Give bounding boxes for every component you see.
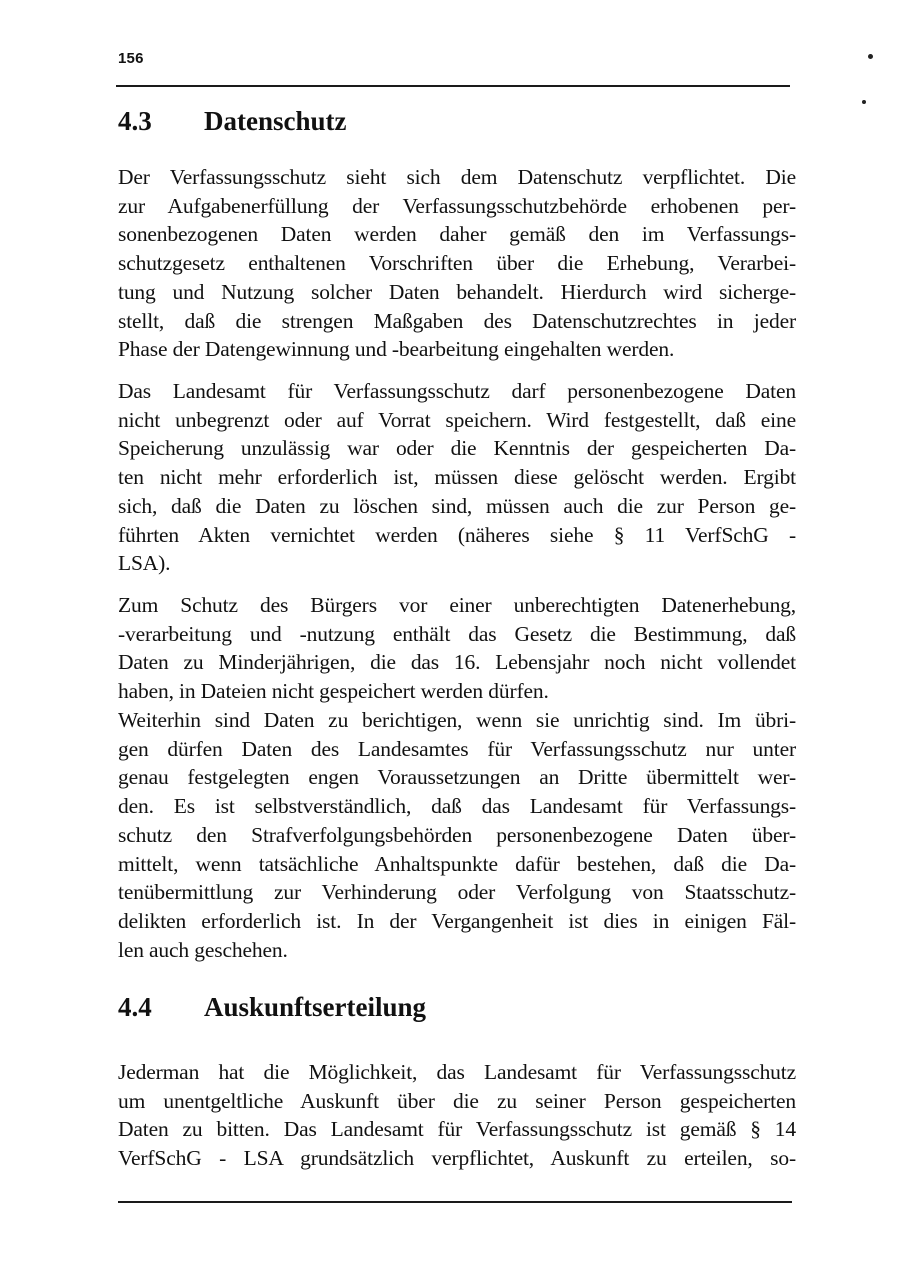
text-line: sich, daß die Daten zu löschen sind, müssen auch die zur Person ge- bbox=[118, 493, 796, 518]
text-line: VerfSchG - LSA grundsätzlich verpflichtet, Auskunft zu erteilen, so- bbox=[118, 1146, 796, 1171]
paragraph-datenschutz-4 bbox=[118, 706, 796, 964]
text-line: genau festgelegten engen Voraussetzungen an Dritte übermittelt wer- bbox=[118, 765, 796, 790]
text-line: Daten zu bitten. Das Landesamt für Verfassungsschutz ist gemäß § 14 bbox=[118, 1117, 796, 1142]
text-line: ten nicht mehr erforderlich ist, müssen diese gelöscht werden. Ergibt bbox=[118, 465, 796, 490]
text-line: tung und Nutzung solcher Daten behandelt. Hierdurch wird sicherge- bbox=[118, 279, 796, 304]
paragraph-datenschutz-1 bbox=[118, 163, 796, 364]
text-line: um unentgeltliche Auskunft über die zu seiner Person gespeicherten bbox=[118, 1088, 796, 1113]
text-line: sonenbezogenen Daten werden daher gemäß den im Verfassungs- bbox=[118, 222, 796, 247]
text-line: führten Akten vernichtet werden (näheres siehe § 11 VerfSchG - bbox=[118, 522, 796, 547]
scan-speck bbox=[868, 54, 873, 59]
text-line: tenübermittlung zur Verhinderung oder Verfolgung von Staatsschutz- bbox=[118, 880, 796, 905]
text-line: gen dürfen Daten des Landesamtes für Verfassungsschutz nur unter bbox=[118, 736, 796, 761]
text-line: -verarbeitung und -nutzung enthält das Gesetz die Bestimmung, daß bbox=[118, 621, 796, 646]
text-line: schutz den Strafverfolgungsbehörden personenbezogene Daten über- bbox=[118, 822, 796, 847]
text-line: stellt, daß die strengen Maßgaben des Datenschutzrechtes in jeder bbox=[118, 308, 796, 333]
text-line: Jederman hat die Möglichkeit, das Landesamt für Verfassungsschutz bbox=[118, 1060, 796, 1084]
footer-rule bbox=[118, 1201, 792, 1203]
section-heading-4-4 bbox=[118, 994, 426, 1021]
section-number: 4.4 bbox=[118, 992, 152, 1022]
text-line: len auch geschehen. bbox=[118, 937, 288, 962]
text-line: delikten erforderlich ist. In der Vergangenheit ist dies in einigen Fäl- bbox=[118, 908, 796, 933]
text-line: Der Verfassungsschutz sieht sich dem Datenschutz verpflichtet. Die bbox=[118, 165, 796, 189]
text-line: haben, in Dateien nicht gespeichert werden dürfen. bbox=[118, 679, 549, 704]
text-line: Daten zu Minderjährigen, die das 16. Lebensjahr noch nicht vollendet bbox=[118, 650, 796, 675]
text-line: den. Es ist selbstverständlich, daß das Landesamt für Verfassungs- bbox=[118, 794, 796, 819]
scan-speck bbox=[862, 100, 866, 104]
section-number: 4.3 bbox=[118, 106, 152, 136]
section-heading-4-3 bbox=[118, 108, 347, 135]
paragraph-datenschutz-2 bbox=[118, 377, 796, 578]
header-rule bbox=[116, 85, 790, 87]
text-line: Phase der Datengewinnung und -bearbeitung eingehalten werden. bbox=[118, 337, 675, 362]
section-title: Datenschutz bbox=[204, 106, 347, 136]
paragraph-auskunft-1 bbox=[118, 1058, 796, 1173]
text-line: LSA). bbox=[118, 551, 171, 576]
section-title: Auskunftserteilung bbox=[204, 992, 427, 1022]
text-line: Das Landesamt für Verfassungsschutz darf personenbezogene Daten bbox=[118, 379, 796, 403]
text-line: nicht unbegrenzt oder auf Vorrat speichern. Wird festgestellt, daß eine bbox=[118, 407, 796, 432]
text-line: mittelt, wenn tatsächliche Anhaltspunkte dafür bestehen, daß die Da- bbox=[118, 851, 796, 876]
text-line: Zum Schutz des Bürgers vor einer unberechtigten Datenerhebung, bbox=[118, 593, 796, 617]
text-line: Speicherung unzulässig war oder die Kenntnis der gespeicherten Da- bbox=[118, 436, 796, 461]
page-number: 156 bbox=[118, 50, 144, 67]
paragraph-datenschutz-3 bbox=[118, 591, 796, 706]
text-line: zur Aufgabenerfüllung der Verfassungsschutzbehörde erhobenen per- bbox=[118, 193, 796, 218]
text-line: schutzgesetz enthaltenen Vorschriften über die Erhebung, Verarbei- bbox=[118, 251, 796, 276]
text-line: Weiterhin sind Daten zu berichtigen, wenn sie unrichtig sind. Im übri- bbox=[118, 708, 796, 732]
